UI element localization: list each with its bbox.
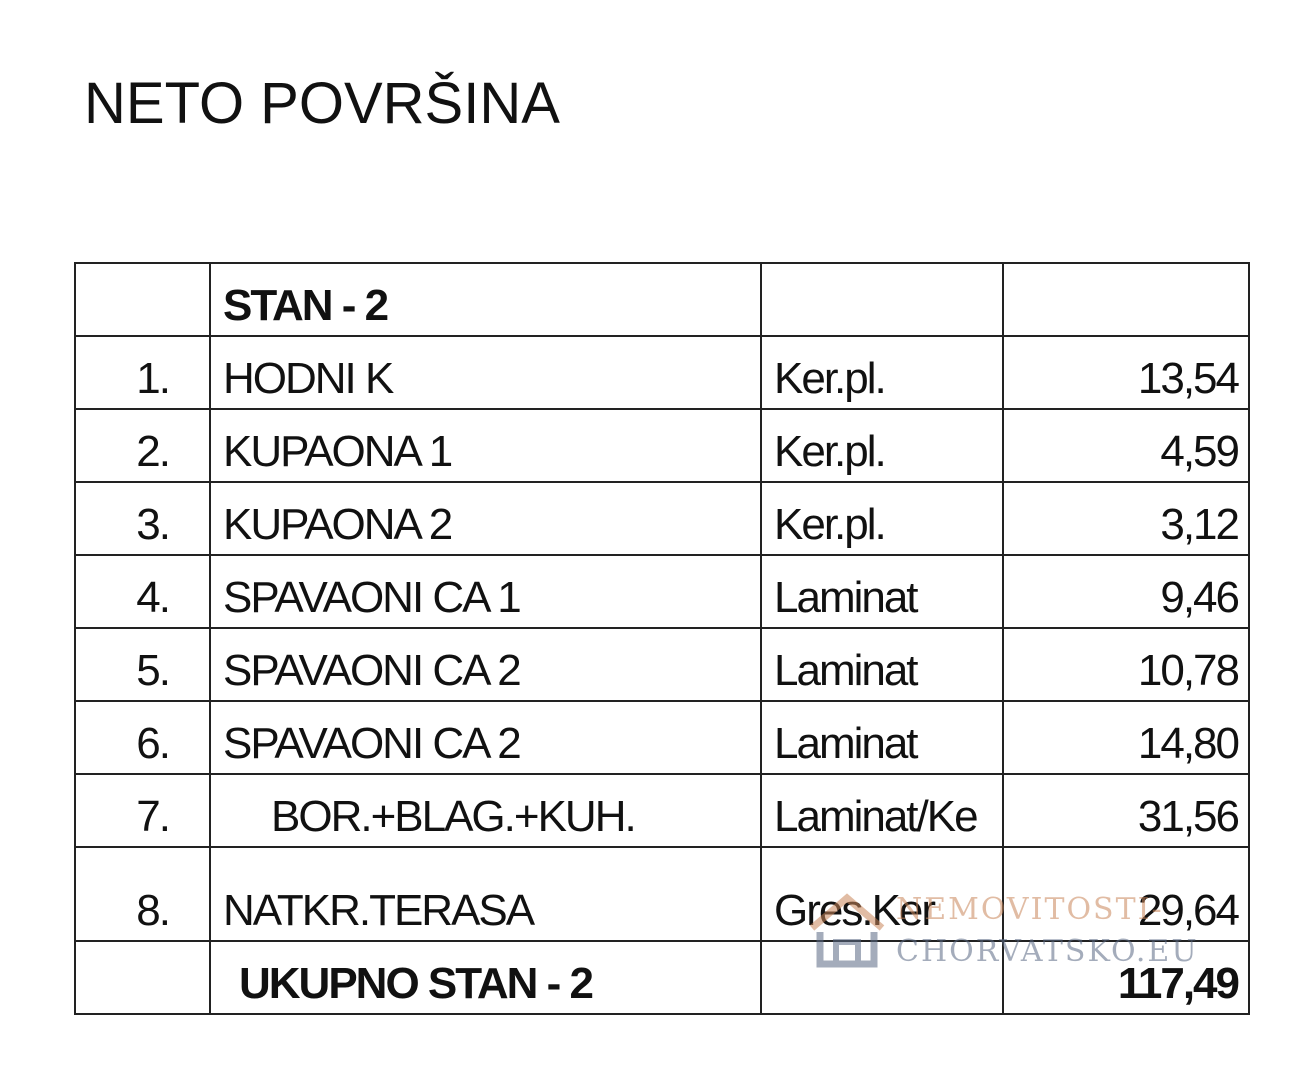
room-name: SPAVAONI CA 2 [210, 628, 761, 701]
room-name: KUPAONA 1 [210, 409, 761, 482]
room-name: BOR.+BLAG.+KUH. [210, 774, 761, 847]
table-row [75, 701, 1249, 774]
room-name: HODNI K [210, 336, 761, 409]
row-number: 8. [75, 847, 210, 941]
table-row [75, 628, 1249, 701]
table-header-title: STAN - 2 [210, 263, 761, 336]
table-row [75, 409, 1249, 482]
table-row [75, 774, 1249, 847]
table-row [75, 555, 1249, 628]
area-table [74, 262, 1250, 1015]
page-title: NETO POVRŠINA [84, 71, 560, 136]
total-cell-empty [761, 941, 1003, 1014]
header-cell-empty [1003, 263, 1249, 336]
floor-material: Gres.Ker [761, 847, 1003, 941]
floor-material: Laminat/Ke [761, 774, 1003, 847]
row-number: 5. [75, 628, 210, 701]
header-cell-empty [761, 263, 1003, 336]
area-value: 10,78 [1003, 628, 1249, 701]
area-value: 9,46 [1003, 555, 1249, 628]
area-value: 13,54 [1003, 336, 1249, 409]
watermark-line1: NEMOVITOSTI- [896, 892, 1164, 927]
total-value: 117,49 [1003, 941, 1249, 1014]
table-header-row [75, 263, 1249, 336]
floor-material: Laminat [761, 628, 1003, 701]
total-cell-empty [75, 941, 210, 1014]
room-name: KUPAONA 2 [210, 482, 761, 555]
floor-material: Ker.pl. [761, 336, 1003, 409]
room-name: SPAVAONI CA 1 [210, 555, 761, 628]
total-label: UKUPNO STAN - 2 [210, 941, 761, 1014]
table-row [75, 847, 1249, 941]
row-number: 4. [75, 555, 210, 628]
area-value: 4,59 [1003, 409, 1249, 482]
table-row [75, 336, 1249, 409]
area-value: 14,80 [1003, 701, 1249, 774]
watermark-line2: CHORVATSKO.EU [896, 934, 1199, 969]
area-value: 31,56 [1003, 774, 1249, 847]
row-number: 7. [75, 774, 210, 847]
row-number: 1. [75, 336, 210, 409]
row-number: 2. [75, 409, 210, 482]
area-value: 3,12 [1003, 482, 1249, 555]
room-name: NATKR.TERASA [210, 847, 761, 941]
floor-material: Laminat [761, 555, 1003, 628]
table-row [75, 482, 1249, 555]
floor-material: Laminat [761, 701, 1003, 774]
row-number: 3. [75, 482, 210, 555]
area-value: 29,64 [1003, 847, 1249, 941]
floor-material: Ker.pl. [761, 409, 1003, 482]
row-number: 6. [75, 701, 210, 774]
room-name: SPAVAONI CA 2 [210, 701, 761, 774]
header-cell-empty [75, 263, 210, 336]
floor-material: Ker.pl. [761, 482, 1003, 555]
table-total-row [75, 941, 1249, 1014]
